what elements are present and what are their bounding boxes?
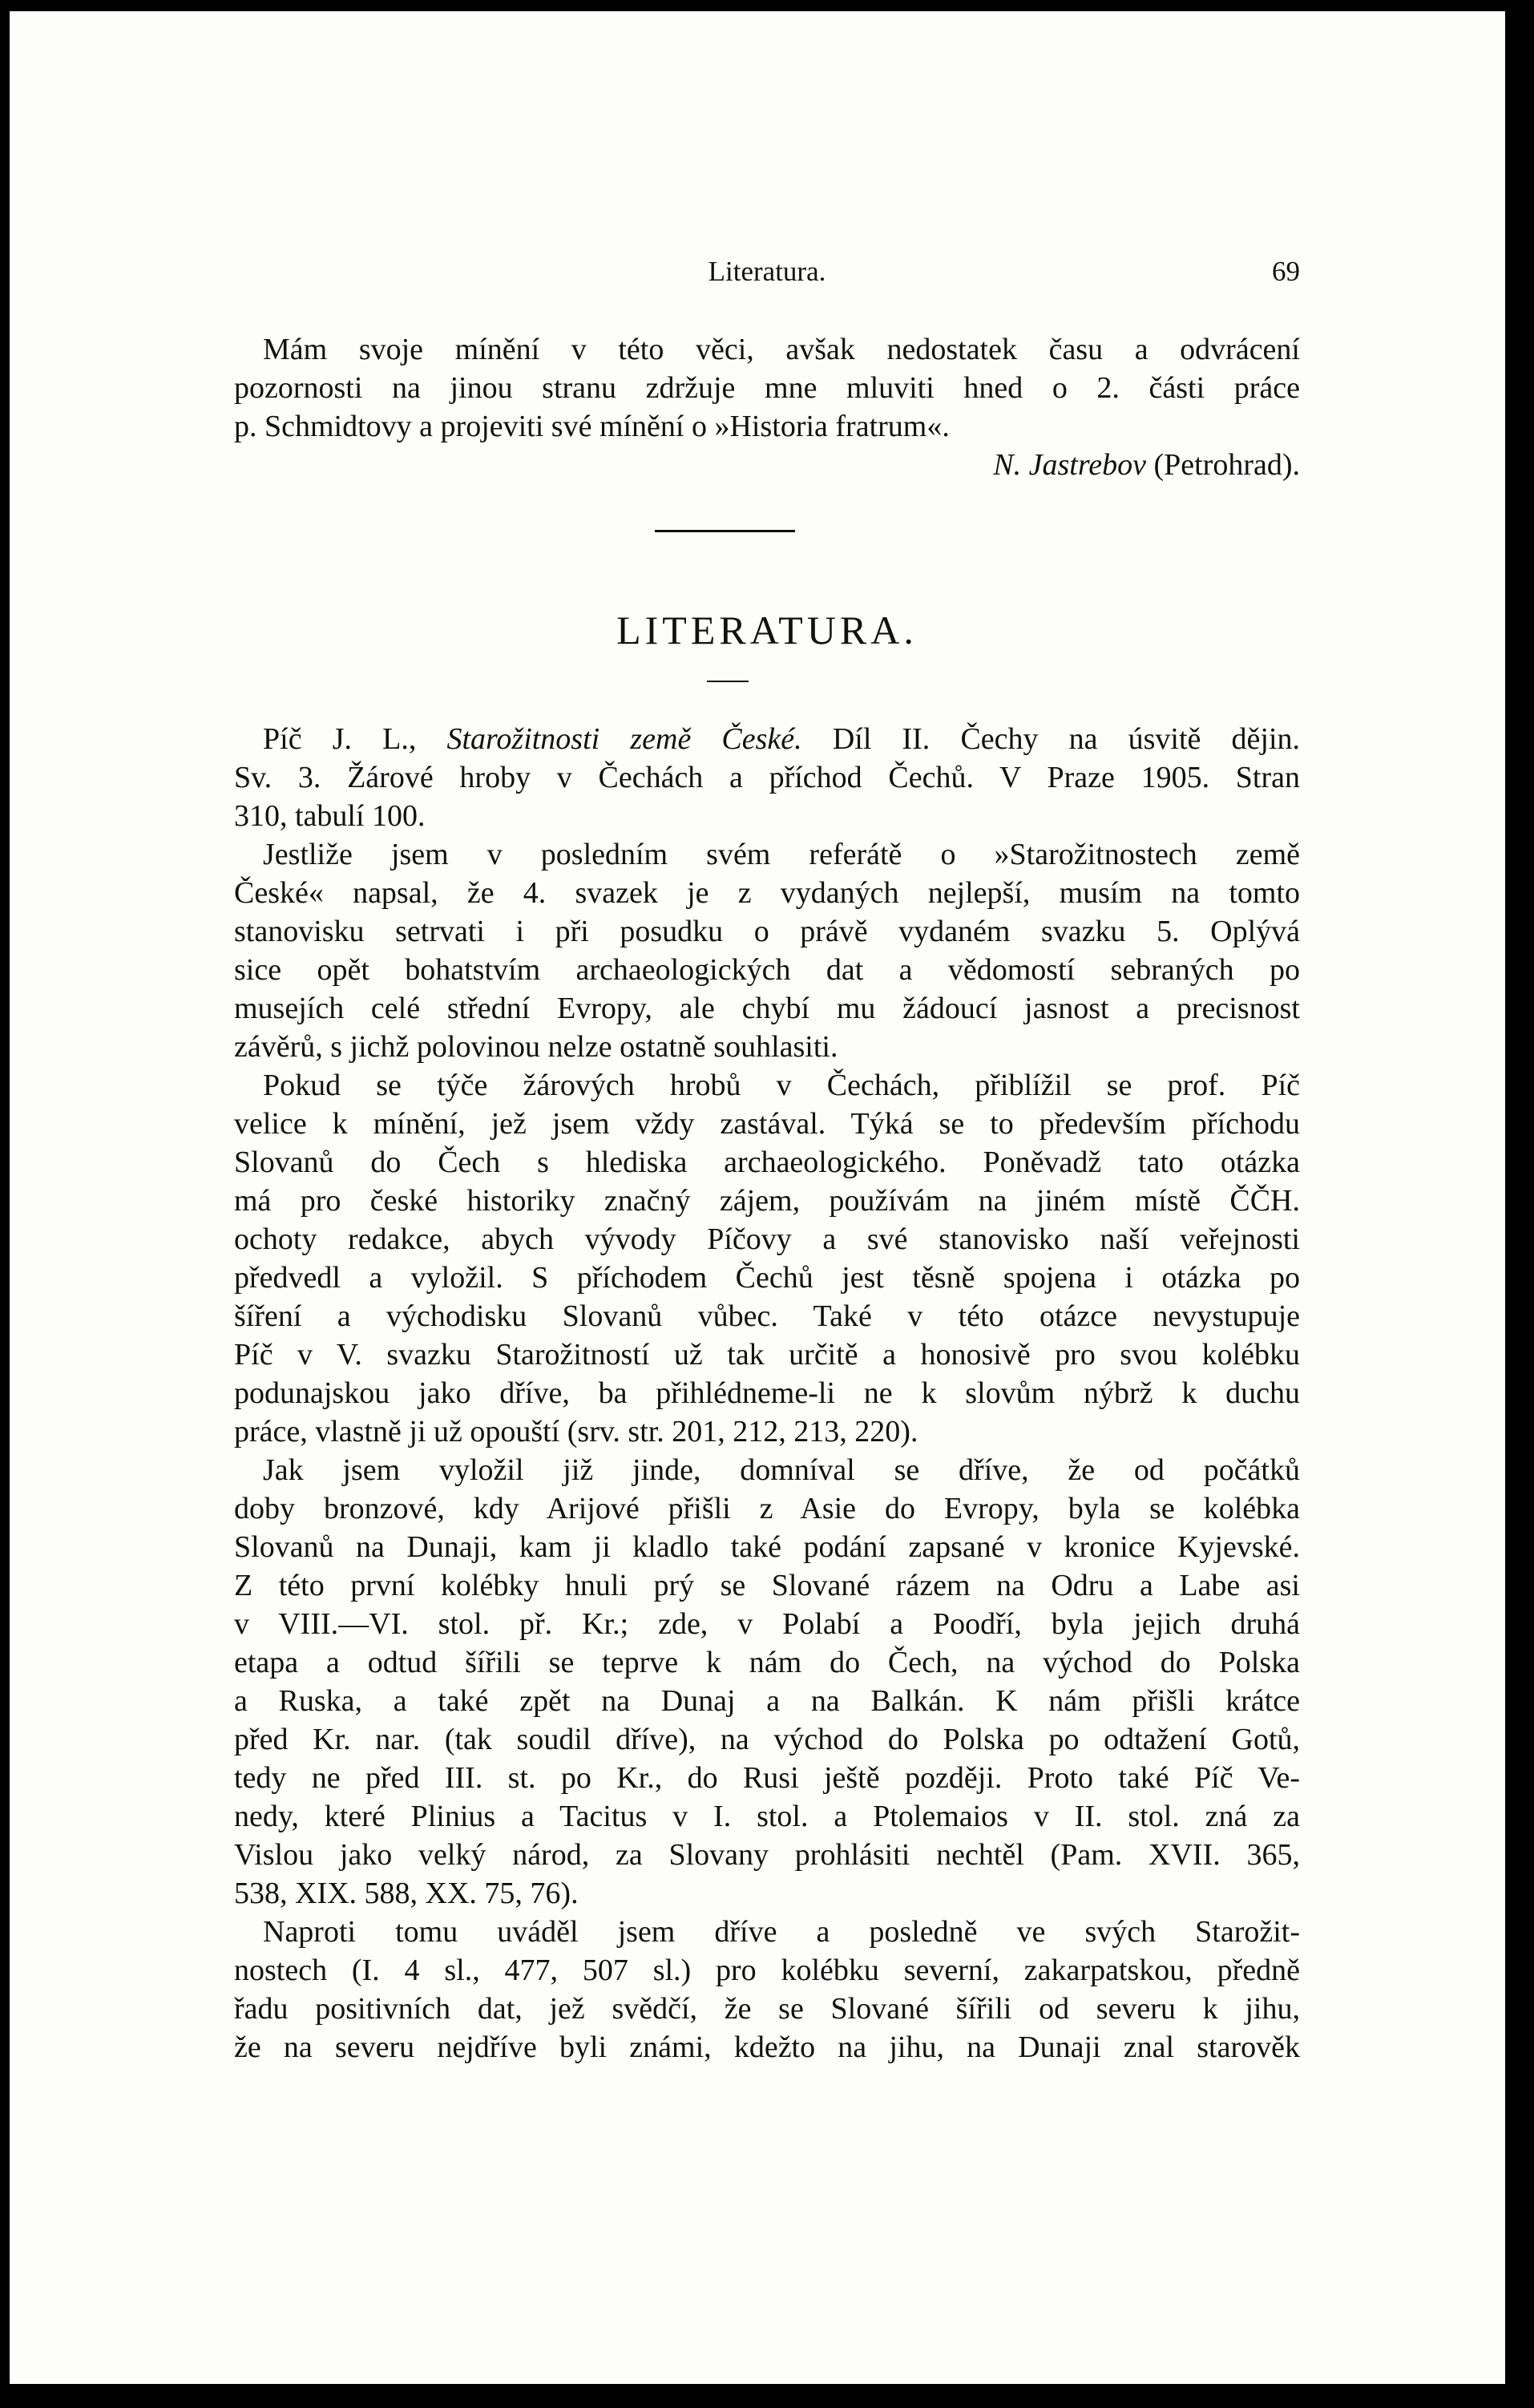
citation-author: Píč J. L.,: [263, 722, 417, 756]
text-line: a Ruska, a také zpět na Dunaj a na Balkán. K nám přišli krátce: [234, 1684, 1300, 1718]
text-line: Píč v V. svazku Starožitností už tak určitě a honosivě pro svou kolébku: [234, 1338, 1300, 1372]
citation-title: Starožitnosti země České.: [446, 722, 802, 756]
text-line: velice k mínění, jež jsem vždy zastával. Týká se to především příchodu: [234, 1107, 1300, 1141]
text-line: Slovanů na Dunaji, kam ji kladlo také podání zapsané v kronice Kyjevské.: [234, 1530, 1300, 1564]
text-line: 538, XIX. 588, XX. 75, 76).: [234, 1877, 579, 1910]
signature: [234, 446, 1300, 484]
short-divider: [707, 681, 749, 682]
review: [234, 720, 1300, 2067]
page-header: [234, 256, 1300, 296]
text-line: etapa a odtud šířili se teprve k nám do Čech, na východ do Polska: [234, 1646, 1300, 1679]
text-line: předvedl a vyložil. S příchodem Čechů jest těsně spojena i otázka po: [234, 1261, 1300, 1295]
text-line: Jak jsem vyložil již jinde, domníval se dříve, že od počátků: [263, 1453, 1300, 1487]
text-line: má pro české historiky značný zájem, používám na jiném místě ČČH.: [234, 1184, 1300, 1218]
text-line: musejích celé střední Evropy, ale chybí mu žádoucí jasnost a precisnost: [234, 992, 1300, 1025]
text-line: tedy ne před III. st. po Kr., do Rusi ještě později. Proto také Píč Ve-: [234, 1761, 1300, 1795]
text-line: stanovisku setrvati i při posudku o právě vydaném svazku 5. Oplývá: [234, 915, 1300, 948]
citation-line: [234, 720, 1300, 758]
text-line: Slovanů do Čech s hlediska archaeologického. Poněvadž tato otázka: [234, 1145, 1300, 1179]
text-line: podunajskou jako dříve, ba přihlédneme-li ne k slovům nýbrž k duchu: [234, 1376, 1300, 1410]
citation-line: Sv. 3. Žárové hroby v Čechách a příchod Čechů. V Praze 1905. Stran: [234, 761, 1300, 794]
text-line: Mám svoje mínění v této věci, avšak nedostatek času a odvrácení: [263, 333, 1300, 366]
text-line: závěrů, s jichž polovinou nelze ostatně souhlasiti.: [234, 1030, 838, 1064]
text-line: České« napsal, že 4. svazek je z vydaných nejlepší, musím na tomto: [234, 876, 1300, 910]
text-line: Naproti tomu uváděl jsem dříve a posledně ve svých Starožit-: [263, 1915, 1300, 1949]
text-line: šíření a východisku Slovanů vůbec. Také v této otázce nevystupuje: [234, 1299, 1300, 1333]
text-line: nedy, které Plinius a Tacitus v I. stol. a Ptolemaios v II. stol. zná za: [234, 1800, 1300, 1833]
text-line: v VIII.—VI. stol. př. Kr.; zde, v Polabí a Poodří, byla jejich druhá: [234, 1607, 1300, 1641]
text-line: Vislou jako velký národ, za Slovany prohlásiti nechtěl (Pam. XVII. 365,: [234, 1838, 1300, 1872]
citation-details: Díl II. Čechy na úsvitě dějin.: [832, 722, 1301, 756]
text-line: před Kr. nar. (tak soudil dříve), na východ do Polska po odtažení Gotů,: [234, 1723, 1300, 1756]
signature-name: N. Jastrebov: [993, 448, 1146, 482]
text-line: sice opět bohatstvím archaeologických dat a vědomostí sebraných po: [234, 953, 1300, 987]
text-line: doby bronzové, kdy Arijové přišli z Asie do Evropy, byla se kolébka: [234, 1492, 1300, 1525]
page-number: 69: [1272, 256, 1300, 287]
signature-place: (Petrohrad).: [1153, 448, 1300, 482]
text-line: Pokud se týče žárových hrobů v Čechách, přiblížil se prof. Píč: [263, 1069, 1300, 1102]
text-line: nostech (I. 4 sl., 477, 507 sl.) pro kolébku severní, zakarpatskou, předně: [234, 1953, 1300, 1987]
text-line: ochoty redakce, abych vývody Píčovy a své stanovisko naší veřejnosti: [234, 1222, 1300, 1256]
citation-line: 310, tabulí 100.: [234, 799, 426, 833]
intro-paragraph: [234, 330, 1300, 484]
text-line: Z této první kolébky hnuli prý se Slované rázem na Odru a Labe asi: [234, 1569, 1300, 1602]
text-line: Jestliže jsem v posledním svém referátě o »Starožitnostech země: [263, 838, 1300, 871]
text-line: práce, vlastně ji už opouští (srv. str. 201, 212, 213, 220).: [234, 1415, 918, 1448]
text-line: p. Schmidtovy a projeviti své mínění o »Historia fratrum«.: [234, 410, 950, 443]
text-line: řadu positivních dat, jež svědčí, že se Slované šířili od severu k jihu,: [234, 1992, 1300, 2026]
text-line: že na severu nejdříve byli známi, kdežto na jihu, na Dunaji znal starověk: [234, 2030, 1300, 2064]
divider-rule: [655, 530, 795, 532]
section-title: LITERATURA.: [616, 608, 918, 653]
running-title: Literatura.: [708, 256, 826, 287]
review-body: [234, 835, 1300, 2067]
page: [10, 11, 1505, 2384]
text-line: pozornosti na jinou stranu zdržuje mne mluviti hned o 2. části práce: [234, 371, 1300, 405]
